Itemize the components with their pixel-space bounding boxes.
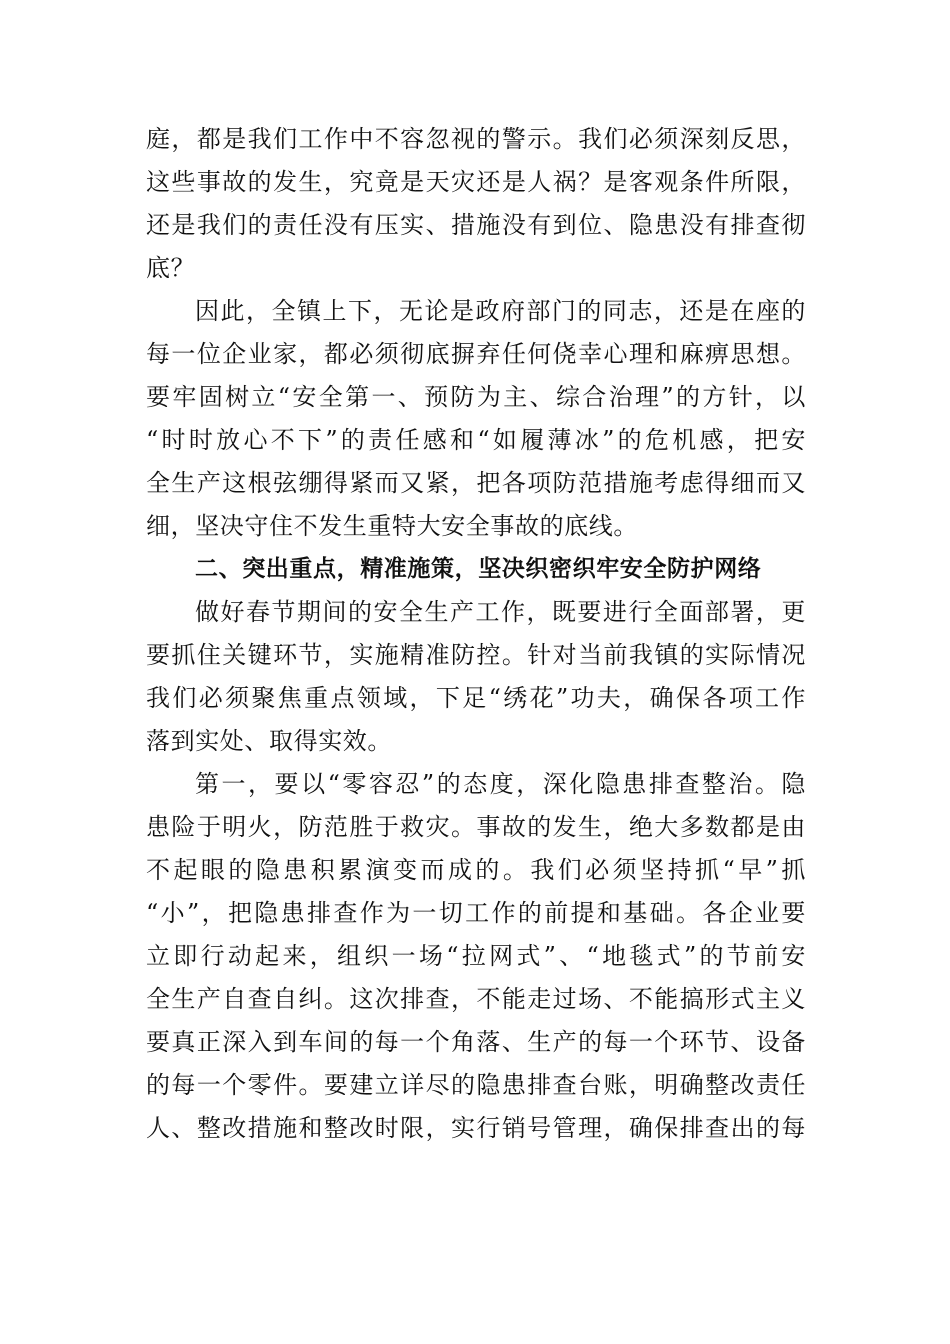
section-heading xyxy=(146,548,806,591)
text-line: 细，坚决守住不发生重特大安全事故的底线。 xyxy=(146,512,638,540)
text-line: 立即行动起来，组织一场“拉网式”、“地毯式”的节前安 xyxy=(146,942,806,970)
paragraph-continuation xyxy=(146,118,806,290)
text-line: 每一位企业家，都必须彻底摒弃任何侥幸心理和麻痹思想。 xyxy=(146,340,806,368)
text-line: 底？ xyxy=(146,254,196,282)
paragraph-mindset xyxy=(146,290,806,548)
text-line: “小”，把隐患排查作为一切工作的前提和基础。各企业要 xyxy=(146,899,806,927)
text-line: 全生产这根弦绷得紧而又紧，把各项防范措施考虑得细而又 xyxy=(146,469,806,497)
text-line: 的每一个零件。要建立详尽的隐患排查台账，明确整改责任 xyxy=(146,1071,806,1099)
text-line: 人、整改措施和整改时限，实行销号管理，确保排查出的每 xyxy=(146,1114,806,1142)
text-line: 全生产自查自纠。这次排查，不能走过场、不能搞形式主义 xyxy=(146,985,806,1013)
paragraph-hazard-inspection xyxy=(146,763,806,1150)
text-line: 我们必须聚焦重点领域，下足“绣花”功夫，确保各项工作 xyxy=(146,684,806,712)
paragraph-key-points xyxy=(146,591,806,763)
document-page xyxy=(146,118,806,1150)
text-line: 落到实处、取得实效。 xyxy=(146,727,392,755)
text-line: 这些事故的发生，究竟是天灾还是人祸？是客观条件所限， xyxy=(146,168,806,196)
text-line: 做好春节期间的安全生产工作，既要进行全面部署，更 xyxy=(195,598,806,626)
text-line: 不起眼的隐患积累演变而成的。我们必须坚持抓“早”抓 xyxy=(146,856,806,884)
text-line: 因此，全镇上下，无论是政府部门的同志，还是在座的 xyxy=(195,297,806,325)
text-line: 庭，都是我们工作中不容忽视的警示。我们必须深刻反思， xyxy=(146,125,806,153)
text-line: 患险于明火，防范胜于救灾。事故的发生，绝大多数都是由 xyxy=(146,813,806,841)
text-line: 还是我们的责任没有压实、措施没有到位、隐患没有排查彻 xyxy=(146,211,806,239)
text-line: 要抓住关键环节，实施精准防控。针对当前我镇的实际情况 xyxy=(146,641,806,669)
heading-line: 二、突出重点，精准施策，坚决织密织牢安全防护网络 xyxy=(195,556,762,582)
text-line: 要真正深入到车间的每一个角落、生产的每一个环节、设备 xyxy=(146,1028,806,1056)
text-line: “时时放心不下”的责任感和“如履薄冰”的危机感，把安 xyxy=(146,426,806,454)
text-line: 要牢固树立“安全第一、预防为主、综合治理”的方针，以 xyxy=(146,383,806,411)
text-line: 第一，要以“零容忍”的态度，深化隐患排查整治。隐 xyxy=(195,770,806,798)
